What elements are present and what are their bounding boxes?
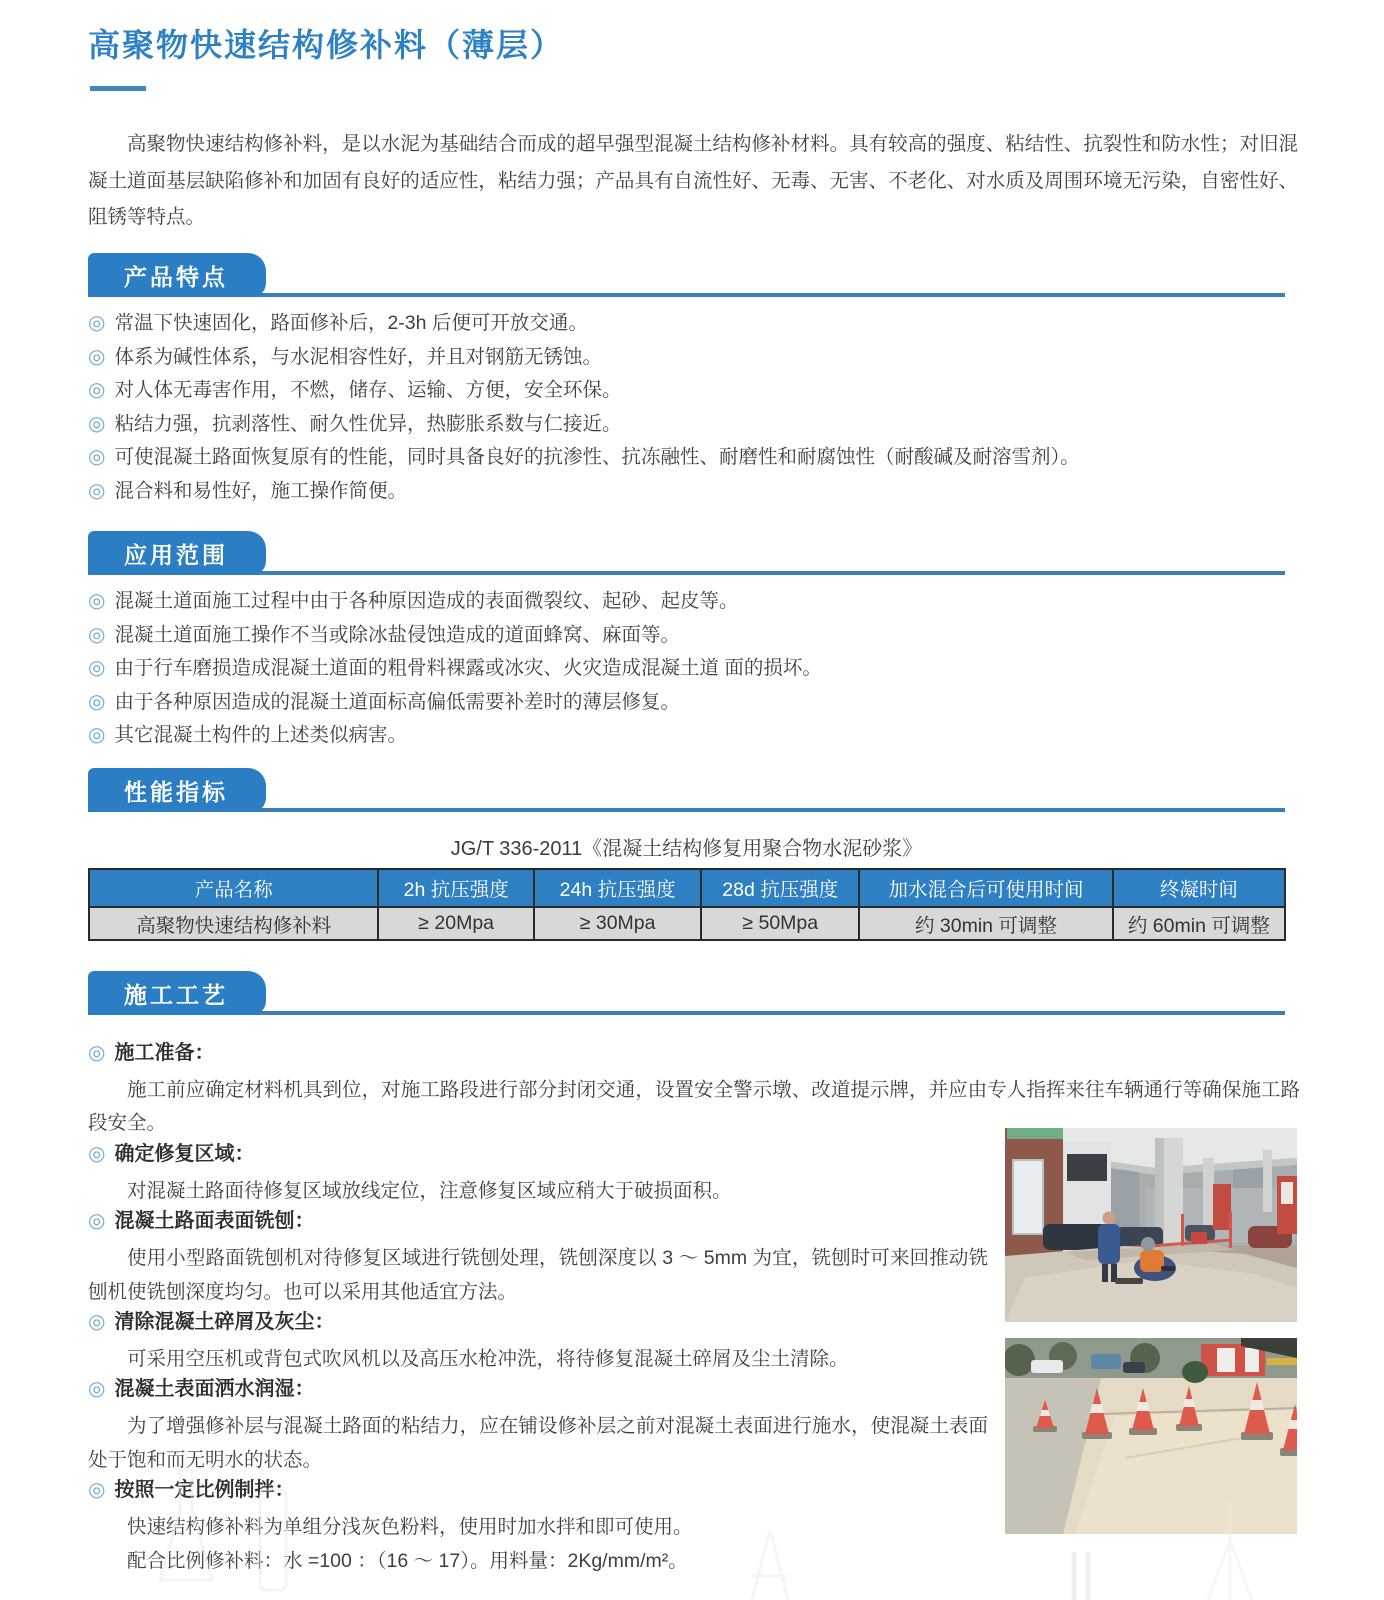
section-title: 应用范围 [124,541,228,568]
list-item [88,377,1328,411]
item-text: 常温下快速固化，路面修补后，2-3h 后便可开放交通。 [114,312,588,334]
table-row [89,907,1285,940]
bullet-icon: ◎ [88,1210,106,1233]
table-header-cell: 终凝时间 [1113,869,1285,907]
intro-paragraph: 高聚物快速结构修补料，是以水泥为基础结合而成的超早强型混凝土结构修补材料。具有较高的强度、粘结性、抗裂性和防水性；对旧混凝土道面基层缺陷修补和加固有良好的适应性，粘结力强；产品具有自流性好、无毒、无害、不老化、对水质及周围环境无污染，自密性好、阻锈等特点。 [88,133,1298,228]
step-paragraph: 快速结构修补料为单组分浅灰色粉料，使用时加水拌和即可使用。 [127,1516,693,1539]
bullet-icon: ◎ [88,1479,106,1502]
section-header-performance [88,768,1285,812]
watermark-bars [1066,1552,1106,1600]
step-paragraph: 施工前应确定材料机具到位，对施工路段进行部分封闭交通，设置安全警示墩、改道提示牌，并应由专人指挥来往车辆通行等确保施工路段安全。 [88,1079,1300,1135]
applications-list [88,588,1328,756]
bullet-icon: ◎ [88,379,106,402]
bullet-icon: ◎ [88,412,106,435]
step-label: 按照一定比例制拌： [114,1479,295,1502]
item-text: 混合料和易性好，施工操作简便。 [114,479,407,502]
watermark-mast [1200,1500,1260,1600]
watermark-glassware [140,1460,330,1600]
section-tab [88,531,266,575]
step-paragraph: 配合比例修补料：水 =100 ：（16 ～ 17）。用料量：2Kg/mm/m²。 [127,1549,688,1572]
list-item [88,478,1328,512]
table-cell: ≥ 50Mpa [701,907,859,940]
list-item [88,310,1328,344]
step-paragraph: 可采用空压机或背包式吹风机以及高压水枪冲洗，将待修复混凝土碎屑及尘土清除。 [127,1348,849,1371]
section-title: 性能指标 [124,778,228,805]
item-text: 混凝土道面施工操作不当或除冰盐侵蚀造成的道面蜂窝、麻面等。 [114,623,680,646]
section-header-features [88,253,1285,297]
process-step-label [88,1040,1300,1074]
table-header-cell: 24h 抗压强度 [534,869,701,907]
list-item [88,722,1328,756]
bullet-icon: ◎ [88,312,106,334]
bullet-icon: ◎ [88,1042,106,1064]
table-cell: 高聚物快速结构修补料 [89,907,378,940]
step-label: 混凝土路面表面铣刨： [114,1210,315,1233]
watermark-tower [720,1530,840,1600]
section-rule [88,571,1285,575]
section-rule [88,808,1285,812]
photo-milling-site [1005,1128,1297,1322]
section-tab [88,971,266,1015]
title-underline [90,86,146,91]
bullet-icon: ◎ [88,623,106,646]
item-text: 体系为碱性体系，与水泥相容性好，并且对钢筋无锈蚀。 [114,345,602,368]
table-cell: ≥ 30Mpa [534,907,701,940]
list-item [88,655,1328,689]
step-label: 混凝土表面洒水润湿： [114,1378,315,1401]
section-rule [88,1011,1285,1015]
bullet-icon: ◎ [88,657,106,680]
section-tab [88,768,266,812]
table-header-cell: 产品名称 [89,869,378,907]
item-text: 可使混凝土路面恢复原有的性能，同时具备良好的抗渗性、抗冻融性、耐磨性和耐腐蚀性（耐酸碱及耐溶雪剂）。 [114,446,1080,469]
list-item [88,588,1328,622]
list-item [88,689,1328,723]
step-label: 施工准备： [114,1042,215,1064]
table-header-cell: 28d 抗压强度 [701,869,859,907]
bullet-icon: ◎ [88,1142,106,1165]
bullet-icon: ◎ [88,446,106,469]
table-header-cell: 2h 抗压强度 [378,869,533,907]
step-label: 确定修复区域： [114,1142,255,1165]
bullet-icon: ◎ [88,479,106,502]
table-cell: 约 60min 可调整 [1113,907,1285,940]
list-item [88,622,1328,656]
step-paragraph: 对混凝土路面待修复区域放线定位，注意修复区域应稍大于破损面积。 [127,1179,732,1202]
bullet-icon: ◎ [88,724,106,747]
bullet-icon: ◎ [88,1311,106,1334]
step-paragraph: 使用小型路面铣刨机对待修复区域进行铣刨处理，铣刨深度以 3 ～ 5mm 为宜，铣刨时可来回推动铣刨机使铣刨深度均匀。也可以采用其他适宜方法。 [88,1247,988,1303]
section-title: 施工工艺 [124,981,228,1008]
performance-caption: JG/T 336-2011《混凝土结构修复用聚合物水泥砂浆》 [450,838,923,860]
section-header-applications [88,531,1285,575]
page-title: 高聚物快速结构修补料（薄层） [88,27,565,63]
list-item [88,344,1328,378]
table-header-cell: 加水混合后可使用时间 [859,869,1113,907]
item-text: 由于行车磨损造成混凝土道面的粗骨料裸露或冰灾、火灾造成混凝土道 面的损坏。 [114,657,822,680]
list-item [88,411,1328,445]
section-title: 产品特点 [124,263,228,290]
bullet-icon: ◎ [88,590,106,612]
bullet-icon: ◎ [88,690,106,713]
step-paragraph: 为了增强修补层与混凝土路面的粘结力，应在铺设修补层之前对混凝土表面进行施水，使混凝土表面处于饱和而无明水的状态。 [88,1415,988,1471]
section-header-process [88,971,1285,1015]
list-item [88,444,1328,478]
table-cell: 约 30min 可调整 [859,907,1113,940]
bullet-icon: ◎ [88,1378,106,1401]
step-label: 清除混凝土碎屑及灰尘： [114,1311,335,1334]
section-tab [88,253,266,297]
table-header-row [89,869,1285,907]
item-text: 由于各种原因造成的混凝土道面标高偏低需要补差时的薄层修复。 [114,690,680,713]
table-cell: ≥ 20Mpa [378,907,533,940]
bullet-icon: ◎ [88,345,106,368]
features-list [88,310,1328,512]
item-text: 粘结力强，抗剥落性、耐久性优异，热膨胀系数与仁接近。 [114,412,622,435]
item-text: 混凝土道面施工过程中由于各种原因造成的表面微裂纹、起砂、起皮等。 [114,590,739,612]
performance-table [88,868,1286,941]
item-text: 其它混凝土构件的上述类似病害。 [114,724,407,747]
section-rule [88,293,1285,297]
photo-milling-site-graphic [1005,1128,1297,1322]
item-text: 对人体无毒害作用，不燃，储存、运输、方便，安全环保。 [114,379,622,402]
